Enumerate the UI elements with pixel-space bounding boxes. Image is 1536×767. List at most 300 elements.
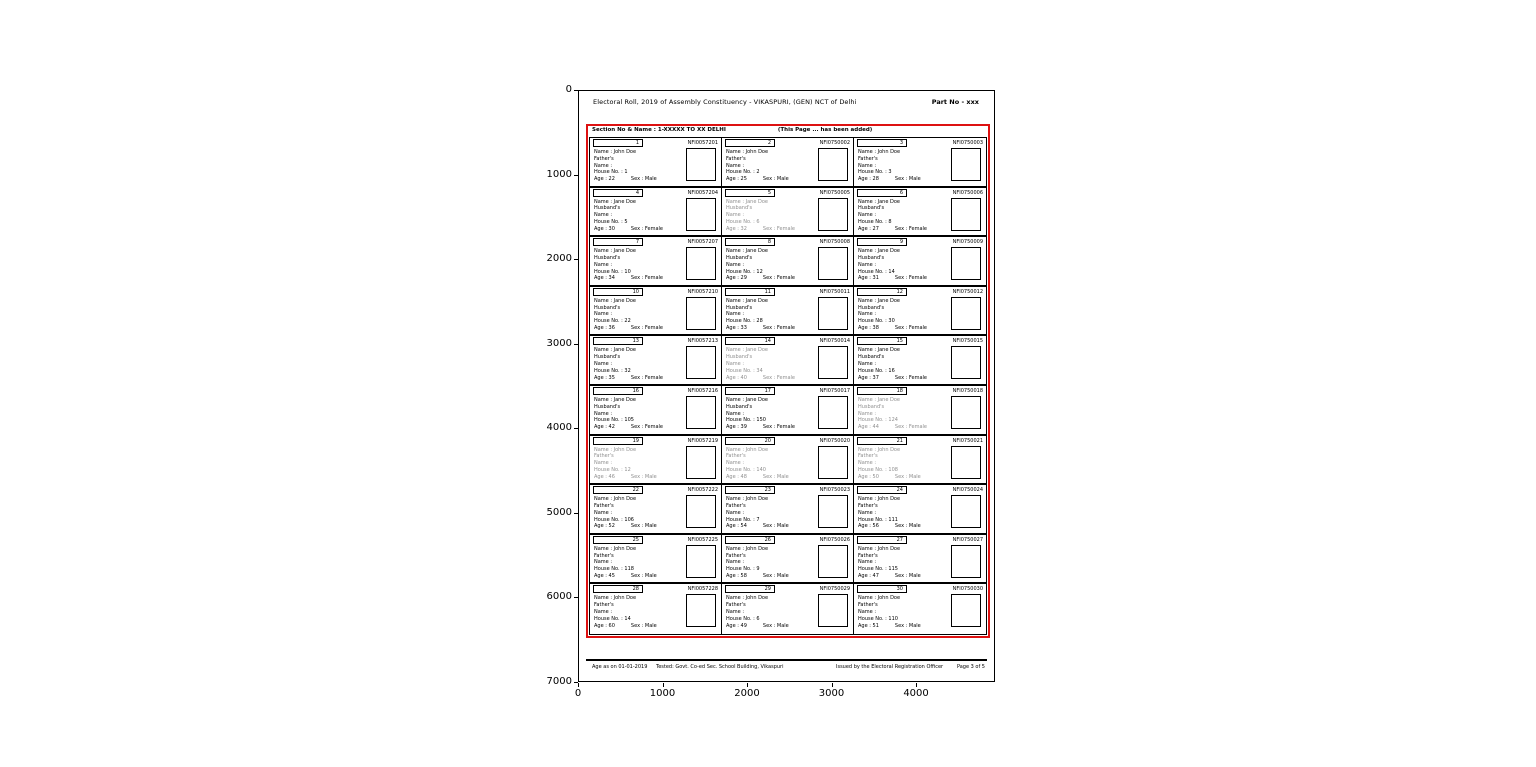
name-line: Name : John Doe bbox=[726, 496, 769, 503]
relation-line-1: Father's bbox=[594, 552, 614, 559]
section-header-bar bbox=[588, 126, 988, 136]
house-line: House No. : 6 bbox=[726, 218, 760, 225]
house-line: House No. : 111 bbox=[858, 516, 898, 523]
house-line: House No. : 22 bbox=[594, 318, 631, 325]
card-text-lines bbox=[590, 346, 686, 384]
name-line: Name : Jane Doe bbox=[726, 347, 768, 354]
age-sex-line: Age : 54 Sex : Male bbox=[726, 523, 789, 530]
card-body bbox=[590, 198, 721, 236]
card-top-strip bbox=[854, 535, 986, 545]
voter-card bbox=[590, 336, 722, 386]
name-line: Name : John Doe bbox=[858, 595, 901, 602]
age-sex-line: Age : 44 Sex : Female bbox=[858, 424, 927, 431]
card-body bbox=[854, 594, 986, 634]
house-line: House No. : 30 bbox=[858, 318, 895, 325]
house-line: House No. : 124 bbox=[858, 417, 898, 424]
age-sex-line: Age : 34 Sex : Female bbox=[594, 275, 663, 282]
relation-line-2: Name : bbox=[858, 509, 877, 516]
serial-number-box: 3 bbox=[857, 139, 907, 147]
house-line: House No. : 9 bbox=[726, 566, 760, 573]
card-top-strip bbox=[590, 336, 721, 346]
photo-box bbox=[951, 297, 981, 330]
serial-number-box: 18 bbox=[857, 387, 907, 395]
relation-line-1: Father's bbox=[594, 155, 614, 162]
card-body bbox=[854, 346, 986, 384]
serial-number-box: 7 bbox=[593, 238, 643, 246]
epic-id: NFI0750015 bbox=[952, 338, 983, 345]
serial-number-box: 25 bbox=[593, 536, 643, 544]
serial-number-box: 30 bbox=[857, 585, 907, 593]
y-tick-label: 6000 bbox=[546, 591, 572, 603]
relation-line-2: Name : bbox=[726, 608, 745, 615]
card-text-lines bbox=[590, 396, 686, 434]
relation-line-1: Father's bbox=[858, 453, 878, 460]
name-line: Name : John Doe bbox=[858, 496, 901, 503]
x-tick-mark bbox=[663, 683, 664, 687]
relation-line-1: Husband's bbox=[858, 254, 885, 261]
photo-box bbox=[818, 396, 848, 429]
relation-line-1: Father's bbox=[726, 602, 746, 609]
name-line: Name : John Doe bbox=[858, 446, 901, 453]
footer-officer: Issued by the Electoral Registration Officer bbox=[836, 664, 944, 670]
serial-number-box: 23 bbox=[725, 486, 775, 494]
age-sex-line: Age : 25 Sex : Male bbox=[726, 176, 789, 183]
card-top-strip bbox=[854, 188, 986, 198]
relation-line-2: Name : bbox=[726, 410, 745, 417]
house-line: House No. : 28 bbox=[726, 318, 763, 325]
epic-id: NFI0750027 bbox=[952, 536, 983, 543]
epic-id: NFI0057210 bbox=[687, 288, 718, 295]
card-text-lines bbox=[722, 545, 818, 583]
card-body bbox=[722, 297, 853, 335]
relation-line-1: Husband's bbox=[858, 205, 885, 212]
relation-line-1: Father's bbox=[858, 502, 878, 509]
name-line: Name : Jane Doe bbox=[858, 248, 900, 255]
name-line: Name : Jane Doe bbox=[726, 248, 768, 255]
serial-number-box: 26 bbox=[725, 536, 775, 544]
serial-number-box: 27 bbox=[857, 536, 907, 544]
photo-box bbox=[818, 346, 848, 379]
house-line: House No. : 110 bbox=[858, 615, 898, 622]
voter-card bbox=[590, 535, 722, 585]
card-text-lines bbox=[854, 495, 951, 533]
x-tick-label: 0 bbox=[574, 688, 582, 699]
house-line: House No. : 140 bbox=[726, 466, 766, 473]
document-header bbox=[593, 98, 979, 108]
card-top-strip bbox=[590, 237, 721, 247]
photo-box bbox=[818, 446, 848, 479]
card-top-strip bbox=[590, 485, 721, 495]
photo-box bbox=[818, 198, 848, 231]
card-body bbox=[722, 545, 853, 583]
voter-card bbox=[854, 386, 986, 436]
age-sex-line: Age : 51 Sex : Male bbox=[858, 622, 921, 629]
relation-line-1: Father's bbox=[594, 453, 614, 460]
house-line: House No. : 10 bbox=[594, 268, 631, 275]
relation-line-1: Husband's bbox=[594, 304, 621, 311]
card-top-strip bbox=[722, 237, 853, 247]
house-line: House No. : 105 bbox=[594, 417, 634, 424]
voter-card bbox=[590, 188, 722, 238]
relation-line-2: Name : bbox=[726, 311, 745, 318]
relation-line-1: Father's bbox=[858, 155, 878, 162]
photo-box bbox=[686, 545, 716, 578]
relation-line-1: Husband's bbox=[858, 354, 885, 361]
epic-id: NFI0750014 bbox=[819, 338, 850, 345]
house-line: House No. : 14 bbox=[858, 268, 895, 275]
x-tick-mark bbox=[747, 683, 748, 687]
age-sex-line: Age : 58 Sex : Male bbox=[726, 572, 789, 579]
card-text-lines bbox=[854, 594, 951, 634]
document-title: Electoral Roll, 2019 of Assembly Constituency - VIKASPURI, (GEN) NCT of Delhi bbox=[593, 98, 857, 106]
epic-id: NFI0750008 bbox=[819, 239, 850, 246]
epic-id: NFI0750026 bbox=[819, 536, 850, 543]
serial-number-box: 13 bbox=[593, 337, 643, 345]
epic-id: NFI0750029 bbox=[819, 586, 850, 593]
epic-id: NFI0750017 bbox=[819, 387, 850, 394]
name-line: Name : Jane Doe bbox=[858, 198, 900, 205]
y-tick-label: 4000 bbox=[546, 422, 572, 434]
relation-line-2: Name : bbox=[858, 410, 877, 417]
epic-id: NFI0057204 bbox=[687, 189, 718, 196]
voter-card bbox=[590, 386, 722, 436]
photo-box bbox=[686, 148, 716, 181]
house-line: House No. : 34 bbox=[726, 367, 763, 374]
voter-card bbox=[590, 287, 722, 337]
voter-card bbox=[590, 584, 722, 634]
name-line: Name : Jane Doe bbox=[594, 396, 636, 403]
age-sex-line: Age : 49 Sex : Male bbox=[726, 622, 789, 629]
age-sex-line: Age : 52 Sex : Male bbox=[594, 523, 657, 530]
card-text-lines bbox=[722, 594, 818, 634]
card-text-lines bbox=[854, 297, 951, 335]
epic-id: NFI0057207 bbox=[687, 239, 718, 246]
serial-number-box: 4 bbox=[593, 189, 643, 197]
name-line: Name : Jane Doe bbox=[594, 248, 636, 255]
house-line: House No. : 115 bbox=[858, 566, 898, 573]
card-text-lines bbox=[590, 148, 686, 186]
card-top-strip bbox=[590, 386, 721, 396]
footer-page-info: Page 3 of 5 bbox=[956, 664, 985, 670]
age-sex-line: Age : 39 Sex : Female bbox=[726, 424, 795, 431]
card-top-strip bbox=[590, 287, 721, 297]
card-top-strip bbox=[590, 138, 721, 148]
card-text-lines bbox=[722, 297, 818, 335]
section-no-name: Section No & Name : 1-XXXXX TO XX DELHI bbox=[592, 127, 726, 133]
age-sex-line: Age : 30 Sex : Female bbox=[594, 225, 663, 232]
epic-id: NFI0057222 bbox=[687, 487, 718, 494]
section-note: (This Page ... has been added) bbox=[777, 127, 873, 133]
card-text-lines bbox=[590, 247, 686, 285]
relation-line-2: Name : bbox=[858, 360, 877, 367]
serial-number-box: 15 bbox=[857, 337, 907, 345]
serial-number-box: 24 bbox=[857, 486, 907, 494]
voter-card bbox=[722, 436, 854, 486]
card-body bbox=[854, 495, 986, 533]
photo-box bbox=[951, 594, 981, 627]
relation-line-2: Name : bbox=[594, 162, 613, 169]
photo-box bbox=[951, 198, 981, 231]
age-sex-line: Age : 33 Sex : Female bbox=[726, 324, 795, 331]
relation-line-1: Husband's bbox=[858, 403, 885, 410]
y-tick-label: 7000 bbox=[546, 676, 572, 687]
house-line: House No. : 118 bbox=[594, 566, 634, 573]
card-body bbox=[590, 545, 721, 583]
card-body bbox=[854, 545, 986, 583]
card-body bbox=[722, 594, 853, 634]
y-tick-label: 3000 bbox=[546, 337, 572, 349]
card-body bbox=[722, 346, 853, 384]
relation-line-2: Name : bbox=[726, 559, 745, 566]
epic-id: NFI0750021 bbox=[952, 437, 983, 444]
photo-box bbox=[818, 297, 848, 330]
card-body bbox=[590, 594, 721, 634]
relation-line-1: Husband's bbox=[594, 354, 621, 361]
relation-line-1: Father's bbox=[858, 552, 878, 559]
house-line: House No. : 7 bbox=[726, 516, 760, 523]
voter-card bbox=[854, 584, 986, 634]
x-tick-label: 3000 bbox=[818, 688, 845, 699]
footer-polling-station: Tested: Govt. Co-ed Sec. School Building, Vikaspuri bbox=[656, 664, 784, 670]
photo-box bbox=[686, 396, 716, 429]
card-body bbox=[854, 297, 986, 335]
card-text-lines bbox=[590, 495, 686, 533]
name-line: Name : John Doe bbox=[726, 149, 769, 155]
footer-age-as-on: Age as on 01-01-2019 bbox=[592, 664, 648, 670]
photo-box bbox=[818, 148, 848, 181]
photo-box bbox=[951, 247, 981, 280]
photo-box bbox=[818, 545, 848, 578]
house-line: House No. : 14 bbox=[594, 615, 631, 622]
age-sex-line: Age : 50 Sex : Male bbox=[858, 473, 921, 480]
serial-number-box: 10 bbox=[593, 288, 643, 296]
voter-card bbox=[590, 436, 722, 486]
photo-box bbox=[818, 594, 848, 627]
photo-box bbox=[686, 247, 716, 280]
voter-card bbox=[722, 584, 854, 634]
photo-box bbox=[951, 346, 981, 379]
relation-line-1: Father's bbox=[726, 502, 746, 509]
house-line: House No. : 12 bbox=[726, 268, 763, 275]
house-line: House No. : 5 bbox=[594, 218, 628, 225]
card-top-strip bbox=[590, 535, 721, 545]
age-sex-line: Age : 42 Sex : Female bbox=[594, 424, 663, 431]
card-top-strip bbox=[722, 485, 853, 495]
house-line: House No. : 108 bbox=[858, 466, 898, 473]
card-top-strip bbox=[722, 138, 853, 148]
photo-box bbox=[951, 396, 981, 429]
card-text-lines bbox=[854, 396, 951, 434]
epic-id: NFI0750023 bbox=[819, 487, 850, 494]
plot-axes bbox=[578, 90, 995, 682]
x-tick-mark bbox=[916, 683, 917, 687]
relation-line-2: Name : bbox=[594, 608, 613, 615]
y-tick-label: 2000 bbox=[546, 253, 572, 265]
epic-id: NFI0750024 bbox=[952, 487, 983, 494]
name-line: Name : Jane Doe bbox=[594, 297, 636, 304]
card-text-lines bbox=[722, 495, 818, 533]
photo-box bbox=[686, 594, 716, 627]
serial-number-box: 1 bbox=[593, 139, 643, 147]
age-sex-line: Age : 60 Sex : Male bbox=[594, 622, 657, 629]
name-line: Name : Jane Doe bbox=[594, 347, 636, 354]
age-sex-line: Age : 47 Sex : Male bbox=[858, 572, 921, 579]
card-body bbox=[590, 495, 721, 533]
card-top-strip bbox=[722, 386, 853, 396]
card-text-lines bbox=[590, 198, 686, 236]
relation-line-1: Father's bbox=[858, 602, 878, 609]
relation-line-2: Name : bbox=[858, 212, 877, 219]
card-top-strip bbox=[722, 188, 853, 198]
house-line: House No. : 6 bbox=[726, 615, 760, 622]
relation-line-1: Husband's bbox=[726, 354, 753, 361]
serial-number-box: 29 bbox=[725, 585, 775, 593]
epic-id: NFI0057216 bbox=[687, 387, 718, 394]
serial-number-box: 16 bbox=[593, 387, 643, 395]
x-tick-mark bbox=[832, 683, 833, 687]
age-sex-line: Age : 45 Sex : Male bbox=[594, 572, 657, 579]
card-body bbox=[722, 495, 853, 533]
card-text-lines bbox=[722, 446, 818, 484]
relation-line-1: Father's bbox=[594, 502, 614, 509]
card-text-lines bbox=[590, 297, 686, 335]
epic-id: NFI0750030 bbox=[952, 586, 983, 593]
epic-id: NFI0750009 bbox=[952, 239, 983, 246]
relation-line-2: Name : bbox=[726, 460, 745, 467]
house-line: House No. : 2 bbox=[726, 169, 760, 176]
relation-line-1: Father's bbox=[726, 552, 746, 559]
card-body bbox=[854, 396, 986, 434]
card-top-strip bbox=[590, 584, 721, 594]
age-sex-line: Age : 31 Sex : Female bbox=[858, 275, 927, 282]
x-tick-label: 4000 bbox=[903, 688, 929, 699]
card-body bbox=[854, 198, 986, 236]
card-body bbox=[722, 247, 853, 285]
relation-line-2: Name : bbox=[858, 460, 877, 467]
serial-number-box: 19 bbox=[593, 437, 643, 445]
name-line: Name : Jane Doe bbox=[594, 198, 636, 205]
relation-line-1: Husband's bbox=[594, 205, 621, 212]
serial-number-box: 21 bbox=[857, 437, 907, 445]
age-sex-line: Age : 40 Sex : Female bbox=[726, 374, 795, 381]
annotation-rectangle bbox=[586, 124, 990, 638]
relation-line-2: Name : bbox=[726, 162, 745, 169]
epic-id: NFI0057225 bbox=[687, 536, 718, 543]
relation-line-2: Name : bbox=[726, 509, 745, 516]
serial-number-box: 2 bbox=[725, 139, 775, 147]
card-top-strip bbox=[590, 436, 721, 446]
card-top-strip bbox=[854, 436, 986, 446]
voter-card bbox=[722, 188, 854, 238]
photo-box bbox=[686, 495, 716, 528]
name-line: Name : John Doe bbox=[858, 149, 901, 155]
card-top-strip bbox=[722, 584, 853, 594]
name-line: Name : John Doe bbox=[858, 545, 901, 552]
serial-number-box: 12 bbox=[857, 288, 907, 296]
age-sex-line: Age : 56 Sex : Male bbox=[858, 523, 921, 530]
photo-box bbox=[951, 495, 981, 528]
house-line: House No. : 12 bbox=[594, 466, 631, 473]
relation-line-1: Father's bbox=[726, 453, 746, 460]
relation-line-2: Name : bbox=[858, 559, 877, 566]
voter-card bbox=[590, 485, 722, 535]
name-line: Name : John Doe bbox=[726, 595, 769, 602]
serial-number-box: 6 bbox=[857, 189, 907, 197]
epic-id: NFI0750005 bbox=[819, 189, 850, 196]
house-line: House No. : 150 bbox=[726, 417, 766, 424]
name-line: Name : John Doe bbox=[594, 446, 637, 453]
document-footer bbox=[586, 659, 987, 671]
age-sex-line: Age : 35 Sex : Female bbox=[594, 374, 663, 381]
relation-line-1: Husband's bbox=[594, 403, 621, 410]
photo-box bbox=[686, 297, 716, 330]
card-body bbox=[854, 148, 986, 186]
relation-line-2: Name : bbox=[726, 360, 745, 367]
age-sex-line: Age : 38 Sex : Female bbox=[858, 324, 927, 331]
card-text-lines bbox=[854, 198, 951, 236]
serial-number-box: 28 bbox=[593, 585, 643, 593]
age-sex-line: Age : 22 Sex : Male bbox=[594, 176, 657, 183]
photo-box bbox=[686, 198, 716, 231]
relation-line-1: Husband's bbox=[726, 304, 753, 311]
y-tick-label: 1000 bbox=[546, 168, 572, 180]
age-sex-line: Age : 32 Sex : Female bbox=[726, 225, 795, 232]
photo-box bbox=[951, 446, 981, 479]
house-line: House No. : 32 bbox=[594, 367, 631, 374]
epic-id: NFI0750018 bbox=[952, 387, 983, 394]
relation-line-2: Name : bbox=[594, 360, 613, 367]
age-sex-line: Age : 27 Sex : Female bbox=[858, 225, 927, 232]
card-body bbox=[590, 346, 721, 384]
name-line: Name : Jane Doe bbox=[858, 347, 900, 354]
name-line: Name : John Doe bbox=[726, 446, 769, 453]
epic-id: NFI0750012 bbox=[952, 288, 983, 295]
epic-id: NFI0057213 bbox=[687, 338, 718, 345]
photo-box bbox=[818, 495, 848, 528]
voter-card bbox=[590, 237, 722, 287]
card-text-lines bbox=[722, 346, 818, 384]
name-line: Name : John Doe bbox=[594, 545, 637, 552]
name-line: Name : John Doe bbox=[594, 496, 637, 503]
relation-line-1: Father's bbox=[594, 602, 614, 609]
relation-line-2: Name : bbox=[594, 460, 613, 467]
card-text-lines bbox=[854, 346, 951, 384]
card-top-strip bbox=[854, 237, 986, 247]
card-text-lines bbox=[722, 198, 818, 236]
name-line: Name : John Doe bbox=[726, 545, 769, 552]
serial-number-box: 14 bbox=[725, 337, 775, 345]
relation-line-1: Husband's bbox=[726, 254, 753, 261]
name-line: Name : John Doe bbox=[594, 595, 637, 602]
house-line: House No. : 3 bbox=[858, 169, 892, 176]
x-tick-label: 1000 bbox=[649, 688, 676, 699]
voter-card bbox=[854, 485, 986, 535]
card-body bbox=[722, 396, 853, 434]
card-text-lines bbox=[854, 247, 951, 285]
x-tick-label: 2000 bbox=[734, 688, 760, 699]
card-body bbox=[590, 396, 721, 434]
serial-number-box: 22 bbox=[593, 486, 643, 494]
epic-id: NFI0750003 bbox=[952, 140, 983, 146]
card-body bbox=[590, 148, 721, 186]
voter-card bbox=[854, 436, 986, 486]
relation-line-2: Name : bbox=[594, 509, 613, 516]
relation-line-2: Name : bbox=[726, 212, 745, 219]
name-line: Name : Jane Doe bbox=[726, 198, 768, 205]
card-top-strip bbox=[854, 584, 986, 594]
voter-card bbox=[854, 287, 986, 337]
relation-line-2: Name : bbox=[594, 212, 613, 219]
